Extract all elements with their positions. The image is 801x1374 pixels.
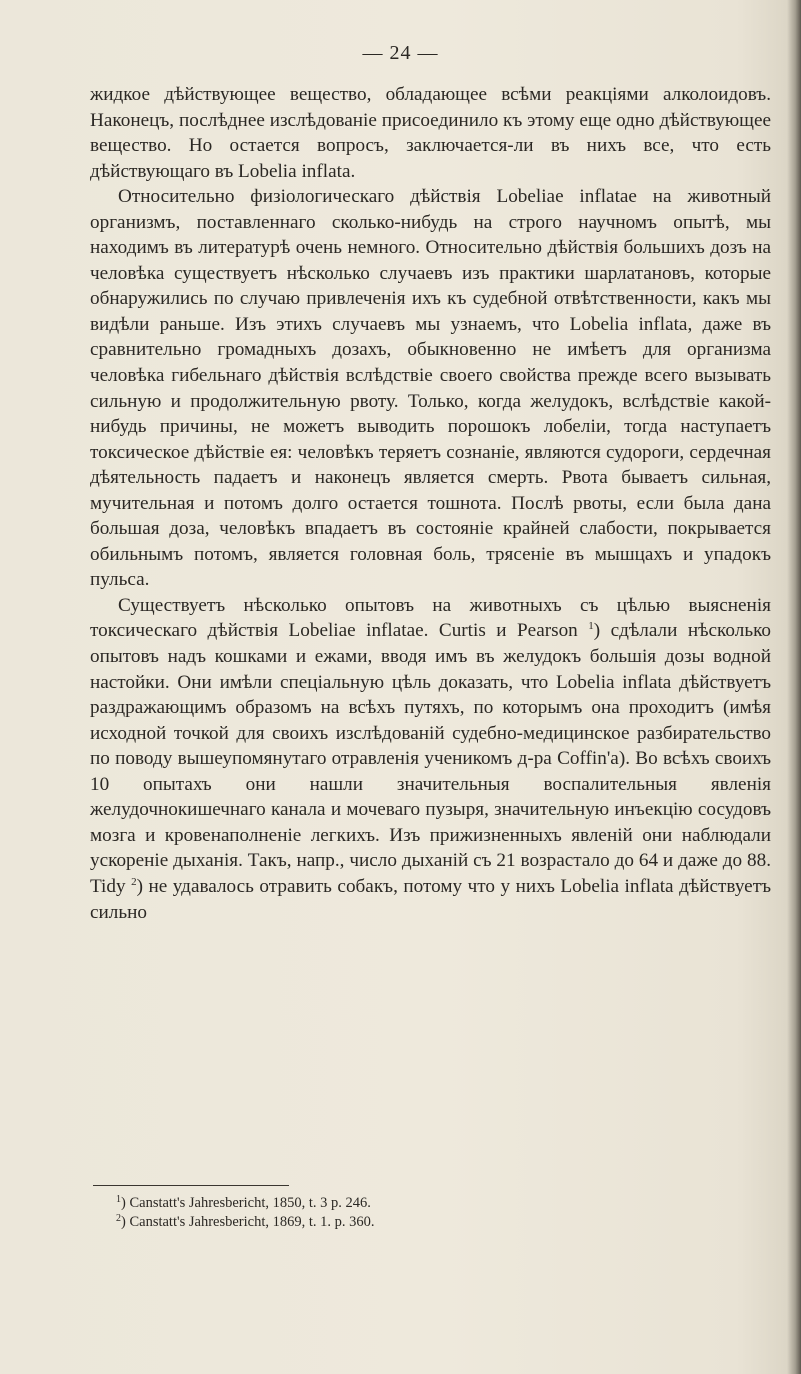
footnote-2: $^2$) Canstatt's Jahresbericht, 1869, t. 1. p. 360. [116, 1213, 375, 1230]
footnote-ref-1: 1 [588, 620, 594, 633]
footnote-divider [93, 1185, 289, 1186]
paragraph-1: жидкое дѣйствующее вещество, обладающее всѣми реакціями алколоидовъ. Наконецъ, послѣднее изслѣдованіе присоединило къ этому еще одно дѣйствующее вещество. Но остается вопросъ, заключается-ли въ нихъ все, что есть дѣйствующаго въ Lobelia inflata. [90, 84, 771, 182]
paragraph-3-part-3: не удавалось отравить собакъ, потому что у нихъ Lobelia inflata дѣйствуетъ сильно [90, 875, 771, 923]
page-number: — 24 — [362, 42, 439, 64]
page-edge-shadow [787, 0, 801, 1374]
paragraph-3: Существуетъ нѣсколько опытовъ на животныхъ съ цѣлью выясненія токсическаго дѣйствія Lobeliae inflatae. Curtis и Pearson $^1$) сдѣлали нѣсколько опытовъ надъ кошками и ежами, вводя имъ въ желудокъ большія дозы водной настойки. Они имѣли спеціальную цѣль доказать, что Lobelia inflata дѣйствуетъ раздражающимъ образомъ на всѣхъ путяхъ, по которымъ она проходитъ (имѣя исходной точкой для своихъ изслѣдованій судебно-медицинское разбирательство по поводу вышеупомянутаго отравленія ученикомъ д-ра Coffin'a). Во всѣхъ своихъ 10 опытахъ они нашли значительныя воспалительныя явленія желудочнокишечнаго канала и мочеваго пузыря, значительную инъекцію сосудовъ мозга и кровенаполненіе легкихъ. Изъ прижизненныхъ явленій они наблюдали ускореніе дыханія. Такъ, напр., число дыханій съ 21 возрастало до 64 и даже до 88. Tidy $^2$) не удавалось отравить собакъ, потому что у нихъ Lobelia inflata дѣйствуетъ сильно [90, 594, 772, 923]
footnote-1-mark: 1 [116, 1194, 121, 1205]
paragraph-3-part-1: Существуетъ нѣсколько опытовъ на животныхъ съ цѣлью выясненія токсическаго дѣйствія Lobeliae inflatae. Curtis и Pearson [90, 594, 771, 642]
footnotes [116, 1194, 756, 1232]
footnote-1-text: Canstatt's Jahresbericht, 1850, t. 3 p. 246. [129, 1195, 371, 1211]
footnote-1: $^1$) Canstatt's Jahresbericht, 1850, t. 3 p. 246. [116, 1194, 371, 1211]
paragraph-3-part-2: сдѣлали нѣсколько опытовъ надъ кошками и ежами, вводя имъ въ желудокъ большія дозы водной настойки. Они имѣли спеціальную цѣль доказать, что Lobelia inflata дѣйствуетъ раздражающимъ образомъ на всѣхъ путяхъ, по которымъ она проходитъ (имѣя исходной точкой для своихъ изслѣдованій судебно-медицинское разбирательство по поводу вышеупомянутаго отравленія ученикомъ д-ра Coffin'a). Во всѣхъ своихъ 10 опытахъ они нашли значительныя воспалительныя явленія желудочнокишечнаго канала и мочеваго пузыря, значительную инъекцію сосудовъ мозга и кровенаполненіе легкихъ. Изъ прижизненныхъ явленій они наблюдали ускореніе дыханія. Такъ, напр., число дыханій съ 21 возрастало до 64 и даже до 88. Tidy [90, 620, 772, 897]
footnote-2-text: Canstatt's Jahresbericht, 1869, t. 1. p. 360. [129, 1214, 375, 1230]
paragraph-2: Относительно физіологическаго дѣйствія Lobeliae inflatae на животный организмъ, поставленнаго сколько-нибудь на строго научномъ опытѣ, мы находимъ въ литературѣ очень немного. Относительно дѣйствія большихъ дозъ на человѣка существуетъ нѣсколько случаевъ изъ практики шарлатановъ, которые обнаружились по случаю привлеченія ихъ къ судебной отвѣтственности, какъ мы видѣли раньше. Изъ этихъ случаевъ мы узнаемъ, что Lobelia inflata, даже въ сравнительно громадныхъ дозахъ, обыкновенно не имѣетъ для организма человѣка гибельнаго дѣйствія вслѣдствіе своего свойства прежде всего вызывать сильную и продолжительную рвоту. Только, когда желудокъ, вслѣдствіе какой-нибудь причины, не можетъ выводить порошокъ лобеліи, тогда наступаетъ токсическое дѣйствіе ея: человѣкъ теряетъ сознаніе, являются судороги, сердечная дѣятельность падаетъ и наконецъ является смерть. Рвота бываетъ сильная, мучительная и потомъ долго остается тошнота. Послѣ рвоты, если была дана большая доза, человѣкъ впадаетъ въ состояніе крайней слабости, покрывается обильнымъ потомъ, является головная боль, трясеніе въ мышцахъ и упадокъ пульса. [90, 186, 771, 591]
footnote-ref-2: 2 [131, 875, 137, 888]
footnote-2-mark: 2 [116, 1213, 121, 1224]
body-text [90, 82, 771, 925]
